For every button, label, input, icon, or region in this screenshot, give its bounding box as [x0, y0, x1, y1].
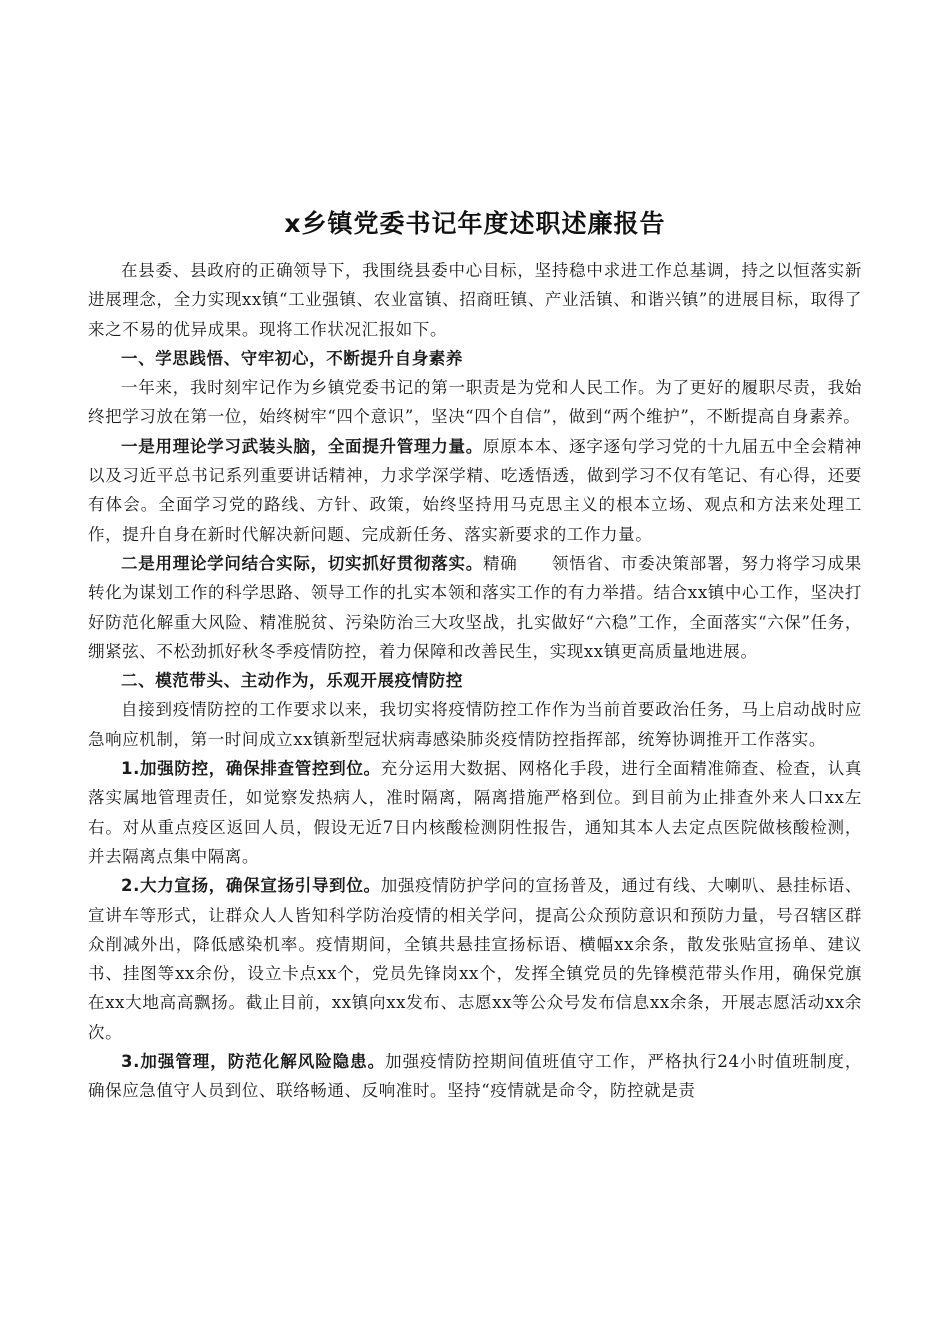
section-2-point-3 [88, 1047, 862, 1106]
document-title: x乡镇党委书记年度述职述廉报告 [284, 209, 666, 238]
document-body [88, 256, 862, 1106]
paragraph-lead: 3.加强管理，防范化解风险隐患。 [121, 1052, 386, 1072]
paragraph-text: 在县委、县政府的正确领导下，我围绕县委中心目标，坚持稳中求进工作总基调，持之以恒落实新进展理念，全力实现xx镇“工业强镇、农业富镇、招商旺镇、产业活镇、和谐兴镇”的进展目标，取得了来之不易的优异成果。现将工作状况汇报如下。 [88, 261, 862, 339]
intro-paragraph [88, 256, 862, 344]
section-1-point-2 [88, 549, 862, 666]
paragraph-lead: 2.大力宣扬，确保宣扬引导到位。 [121, 876, 381, 896]
paragraph-text: 原原本本、逐字逐句学习党的十九届五中全会精神以及习近平总书记系列重要讲话精神，力求学深学精、吃透悟透，做到学习不仅有笔记、有心得，还要有体会。全面学习党的路线、方针、政策，始终坚持用马克思主义的根本立场、观点和方法来处理工作，提升自身在新时代解决新问题、完成新任务、落实新要求的工作力量。 [88, 436, 862, 544]
section-heading-2: 二、模范带头、主动作为，乐观开展疫情防控 [121, 671, 463, 691]
section-2-paragraph [88, 695, 862, 754]
section-2-point-1 [88, 754, 862, 871]
paragraph-lead: 1.加强防控，确保排查管控到位。 [121, 759, 381, 779]
section-heading-1: 一、学思践悟、守牢初心，不断提升自身素养 [121, 348, 463, 368]
paragraph-text: 一年来，我时刻牢记作为乡镇党委书记的第一职责是为党和人民工作。为了更好的履职尽责，我始终把学习放在第一位，始终树牢“四个意识”，坚决“四个自信”，做到“两个维护”，不断提高自身素养。 [88, 378, 862, 427]
paragraph-text: 自接到疫情防控的工作要求以来，我切实将疫情防控工作作为当前首要政治任务，马上启动战时应急响应机制，第一时间成立xx镇新型冠状病毒感染肺炎疫情防控指挥部，统筹协调推开工作落实。 [88, 700, 862, 749]
section-1-paragraph [88, 373, 862, 432]
paragraph-lead: 二是用理论学问结合实际，切实抓好贯彻落实。 [121, 553, 483, 573]
paragraph-lead: 一是用理论学习武装头脑，全面提升管理力量。 [121, 436, 483, 456]
section-2-point-2 [88, 871, 862, 1047]
section-1-point-1 [88, 432, 862, 549]
paragraph-text: 加强疫情防护学问的宣扬普及，通过有线、大喇叭、悬挂标语、宣讲车等形式，让群众人人皆知科学防治疫情的相关学问，提高公众预防意识和预防力量，号召辖区群众削减外出，降低感染机率。疫情期间，全镇共悬挂宣扬标语、横幅xx余条，散发张贴宣扬单、建议书、挂图等xx余份，设立卡点xx个，党员先锋岗xx个，发挥全镇党员的先锋模范带头作用，确保党旗在xx大地高高飘扬。截止目前，xx镇向xx发布、志愿xx等公众号发布信息xx余条，开展志愿活动xx余次。 [88, 876, 862, 1042]
paragraph-text: 加强疫情防控期间值班值守工作，严格执行24小时值班制度，确保应急值守人员到位、联络畅通、反响准时。坚持“疫情就是命令，防控就是责 [88, 1052, 862, 1101]
paragraph-text: 充分运用大数据、网格化手段，进行全面精准筛查、检查，认真落实属地管理责任，如觉察发热病人，准时隔离，隔离措施严格到位。到目前为止排查外来人口xx左右。对从重点疫区返回人员，假设无近7日内核酸检测阴性报告，通知其本人去定点医院做核酸检测，并去隔离点集中隔离。 [88, 759, 862, 866]
paragraph-text: 精确 领悟省、市委决策部署，努力将学习成果转化为谋划工作的科学思路、领导工作的扎实本领和落实工作的有力举措。结合xx镇中心工作，坚决打好防范化解重大风险、精准脱贫、污染防治三大攻坚战，扎实做好“六稳”工作，全面落实“六保”任务，绷紧弦、不松劲抓好秋冬季疫情防控，着力保障和改善民生，实现xx镇更高质量地进展。 [88, 553, 862, 661]
